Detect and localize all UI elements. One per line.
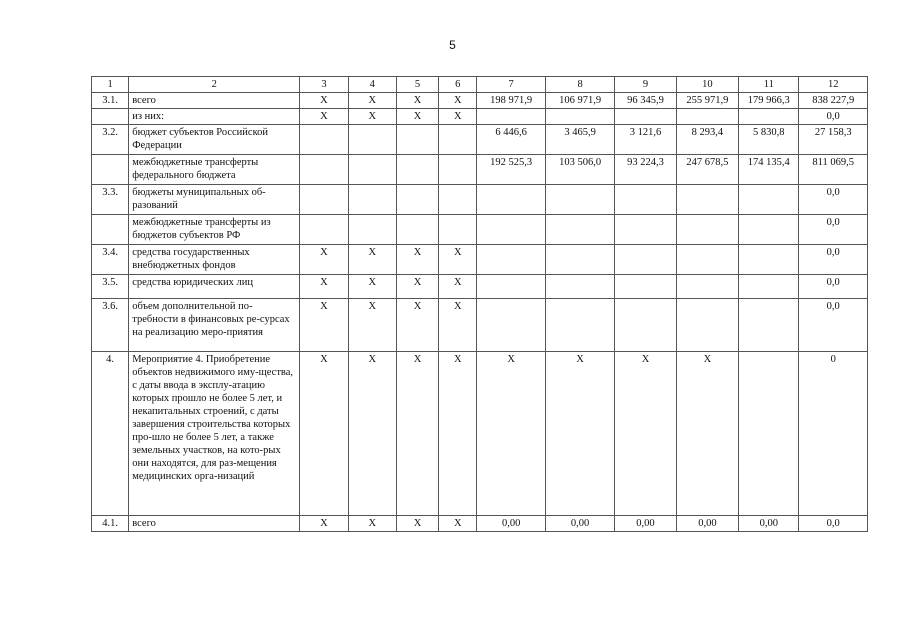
value-cell: X <box>439 245 477 275</box>
value-cell <box>348 155 396 185</box>
value-cell: X <box>676 352 738 516</box>
row-number-cell: 3.4. <box>92 245 129 275</box>
value-cell: 0,00 <box>739 516 799 532</box>
value-cell <box>439 125 477 155</box>
table-row <box>92 155 868 185</box>
value-cell: 0,0 <box>799 516 868 532</box>
value-cell <box>300 155 348 185</box>
row-number-cell: 3.6. <box>92 299 129 352</box>
value-cell: 3 121,6 <box>615 125 676 155</box>
column-number-cell: 4 <box>348 77 396 93</box>
value-cell <box>477 245 545 275</box>
column-number-cell: 6 <box>439 77 477 93</box>
value-cell <box>396 155 438 185</box>
row-number-cell <box>92 109 129 125</box>
value-cell: X <box>348 93 396 109</box>
value-cell <box>300 185 348 215</box>
row-number-cell: 4.1. <box>92 516 129 532</box>
column-number-cell: 7 <box>477 77 545 93</box>
value-cell <box>739 275 799 299</box>
column-number-cell: 2 <box>129 77 300 93</box>
row-label-cell: бюджет субъектов Российской Федерации <box>129 125 300 155</box>
row-number-cell: 4. <box>92 352 129 516</box>
value-cell: X <box>545 352 614 516</box>
value-cell: 0,0 <box>799 275 868 299</box>
table-row <box>92 275 868 299</box>
value-cell <box>300 125 348 155</box>
table-row <box>92 516 868 532</box>
value-cell: 0,0 <box>799 185 868 215</box>
value-cell <box>676 215 738 245</box>
value-cell: X <box>477 352 545 516</box>
row-label-cell: средства государственных внебюджетных фондов <box>129 245 300 275</box>
value-cell: 179 966,3 <box>739 93 799 109</box>
value-cell <box>439 155 477 185</box>
value-cell: 3 465,9 <box>545 125 614 155</box>
value-cell: X <box>439 275 477 299</box>
value-cell: X <box>396 299 438 352</box>
value-cell <box>615 185 676 215</box>
value-cell: X <box>300 245 348 275</box>
table-row <box>92 125 868 155</box>
value-cell: 8 293,4 <box>676 125 738 155</box>
value-cell <box>300 215 348 245</box>
row-label-cell: средства юридических лиц <box>129 275 300 299</box>
column-number-cell: 11 <box>739 77 799 93</box>
row-label-cell: всего <box>129 93 300 109</box>
value-cell <box>739 215 799 245</box>
value-cell: 198 971,9 <box>477 93 545 109</box>
value-cell <box>615 245 676 275</box>
value-cell <box>545 109 614 125</box>
value-cell: 192 525,3 <box>477 155 545 185</box>
value-cell <box>396 215 438 245</box>
value-cell: 174 135,4 <box>739 155 799 185</box>
budget-table <box>91 76 868 532</box>
value-cell: X <box>348 299 396 352</box>
row-number-cell: 3.5. <box>92 275 129 299</box>
value-cell <box>676 185 738 215</box>
value-cell <box>477 185 545 215</box>
header-row <box>92 77 868 93</box>
value-cell <box>676 109 738 125</box>
value-cell <box>545 245 614 275</box>
column-number-cell: 9 <box>615 77 676 93</box>
value-cell: 0,00 <box>477 516 545 532</box>
value-cell <box>348 215 396 245</box>
value-cell <box>477 275 545 299</box>
value-cell <box>739 109 799 125</box>
value-cell: X <box>300 93 348 109</box>
value-cell: 0,00 <box>676 516 738 532</box>
row-label-cell: всего <box>129 516 300 532</box>
value-cell <box>545 299 614 352</box>
value-cell <box>396 185 438 215</box>
value-cell: X <box>348 109 396 125</box>
value-cell: 0 <box>799 352 868 516</box>
value-cell <box>348 185 396 215</box>
value-cell: 0,00 <box>545 516 614 532</box>
value-cell: X <box>439 352 477 516</box>
value-cell: X <box>348 516 396 532</box>
value-cell: 6 446,6 <box>477 125 545 155</box>
value-cell <box>739 245 799 275</box>
value-cell: X <box>300 352 348 516</box>
value-cell: X <box>396 516 438 532</box>
value-cell <box>676 245 738 275</box>
page-number: 5 <box>449 38 456 52</box>
value-cell: 0,0 <box>799 245 868 275</box>
value-cell: 93 224,3 <box>615 155 676 185</box>
value-cell: X <box>348 352 396 516</box>
value-cell: X <box>396 275 438 299</box>
row-label-cell: из них: <box>129 109 300 125</box>
value-cell: X <box>300 275 348 299</box>
value-cell: 103 506,0 <box>545 155 614 185</box>
value-cell: 247 678,5 <box>676 155 738 185</box>
value-cell: X <box>439 109 477 125</box>
value-cell: X <box>300 299 348 352</box>
value-cell <box>676 299 738 352</box>
value-cell: X <box>396 93 438 109</box>
value-cell <box>439 185 477 215</box>
row-label-cell: межбюджетные трансферты федерального бюджета <box>129 155 300 185</box>
row-label-cell: объем дополнительной по-требности в финансовых ре-сурсах на реализацию меро-приятия <box>129 299 300 352</box>
value-cell: 0,0 <box>799 215 868 245</box>
value-cell: 838 227,9 <box>799 93 868 109</box>
row-label-cell: межбюджетные трансферты из бюджетов субъектов РФ <box>129 215 300 245</box>
value-cell: X <box>615 352 676 516</box>
column-number-cell: 12 <box>799 77 868 93</box>
column-number-cell: 10 <box>676 77 738 93</box>
value-cell: 96 345,9 <box>615 93 676 109</box>
value-cell: 255 971,9 <box>676 93 738 109</box>
value-cell <box>676 275 738 299</box>
value-cell: X <box>439 93 477 109</box>
table-row <box>92 352 868 516</box>
value-cell <box>439 215 477 245</box>
value-cell: X <box>348 275 396 299</box>
value-cell: X <box>396 109 438 125</box>
column-number-cell: 8 <box>545 77 614 93</box>
value-cell <box>615 299 676 352</box>
value-cell <box>545 185 614 215</box>
column-number-cell: 3 <box>300 77 348 93</box>
value-cell: 0,00 <box>615 516 676 532</box>
table-row <box>92 245 868 275</box>
value-cell: X <box>300 516 348 532</box>
table-row <box>92 185 868 215</box>
row-number-cell: 3.2. <box>92 125 129 155</box>
value-cell <box>615 109 676 125</box>
row-number-cell <box>92 155 129 185</box>
column-number-cell: 1 <box>92 77 129 93</box>
value-cell <box>396 125 438 155</box>
value-cell: X <box>439 516 477 532</box>
value-cell <box>477 215 545 245</box>
value-cell: 811 069,5 <box>799 155 868 185</box>
value-cell <box>477 109 545 125</box>
table-row <box>92 109 868 125</box>
value-cell: X <box>300 109 348 125</box>
value-cell <box>545 215 614 245</box>
value-cell: 5 830,8 <box>739 125 799 155</box>
value-cell: 106 971,9 <box>545 93 614 109</box>
value-cell <box>615 215 676 245</box>
value-cell <box>477 299 545 352</box>
value-cell <box>739 352 799 516</box>
value-cell <box>615 275 676 299</box>
value-cell <box>545 275 614 299</box>
table-row <box>92 93 868 109</box>
row-number-cell <box>92 215 129 245</box>
value-cell <box>739 185 799 215</box>
table-row <box>92 299 868 352</box>
row-label-cell: бюджеты муниципальных об-разований <box>129 185 300 215</box>
value-cell: X <box>396 352 438 516</box>
table-row <box>92 215 868 245</box>
row-number-cell: 3.1. <box>92 93 129 109</box>
value-cell: 0,0 <box>799 299 868 352</box>
column-number-cell: 5 <box>396 77 438 93</box>
row-number-cell: 3.3. <box>92 185 129 215</box>
value-cell: X <box>348 245 396 275</box>
value-cell: X <box>396 245 438 275</box>
row-label-cell: Мероприятие 4. Приобретение объектов недвижимого иму-щества, с даты ввода в эксплу-атацию которых прошло не более 5 лет, и некапитальных строений, с даты завершения строительства которых про-шло не более 5 лет, а также земельных участков, на кото-рых они находятся, для раз-мещения медицинских орга-низаций <box>129 352 300 516</box>
value-cell: 27 158,3 <box>799 125 868 155</box>
value-cell <box>739 299 799 352</box>
value-cell <box>348 125 396 155</box>
value-cell: X <box>439 299 477 352</box>
value-cell: 0,0 <box>799 109 868 125</box>
